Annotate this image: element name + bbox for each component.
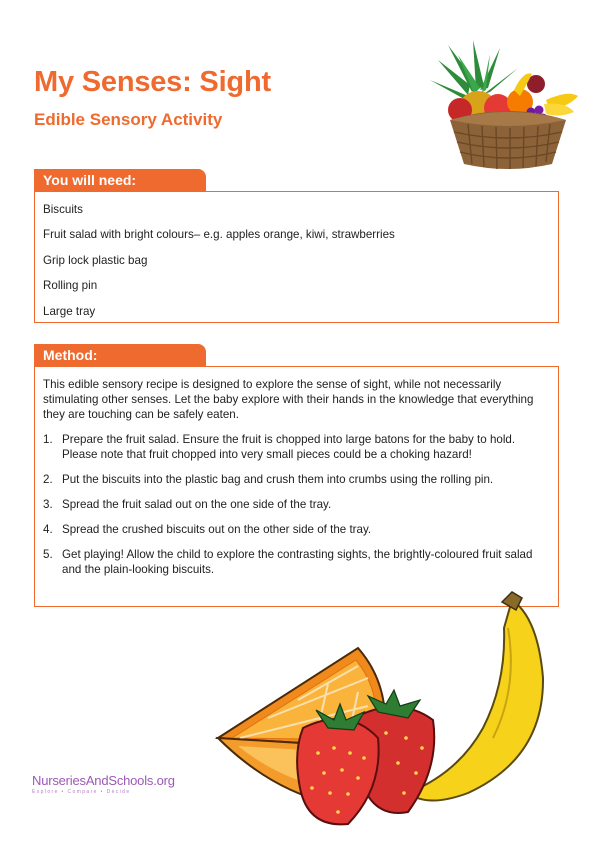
step-text: Put the biscuits into the plastic bag and crush them into crumbs using the rolling pin. — [62, 473, 494, 486]
step-text: Spread the fruit salad out on the one side of the tray. — [62, 498, 332, 511]
step-number: 1. — [43, 433, 53, 446]
you-will-need-heading: You will need: — [34, 169, 206, 192]
step-text: Get playing! Allow the child to explore the contrasting sights, the brightly-coloured fruit salad and the plain-looking biscuits. — [62, 548, 533, 576]
method-steps — [43, 432, 550, 577]
method-step — [43, 432, 550, 462]
step-number: 2. — [43, 473, 53, 486]
method-step — [43, 547, 550, 577]
you-will-need-list — [34, 191, 559, 323]
logo-tagline: Explore • Compare • Decide — [32, 789, 131, 795]
fruit-illustration-icon — [208, 588, 576, 834]
method-step — [43, 522, 550, 537]
step-text: Prepare the fruit salad. Ensure the fruit is chopped into large batons for the baby to hold. Please note that fruit chopped into very small pieces could be a choking hazard! — [62, 433, 516, 461]
list-item: Biscuits — [43, 203, 83, 216]
list-item: Fruit salad with bright colours– e.g. apples orange, kiwi, strawberries — [43, 228, 395, 242]
fruit-basket-icon — [428, 40, 586, 170]
method-step — [43, 472, 550, 487]
step-text: Spread the crushed biscuits out on the other side of the tray. — [62, 523, 372, 536]
list-item: Large tray — [43, 304, 96, 318]
page-title: My Senses: Sight — [34, 66, 271, 98]
list-item: Rolling pin — [43, 279, 98, 293]
step-number: 5. — [43, 548, 53, 561]
method-section — [34, 366, 559, 607]
step-number: 4. — [43, 523, 53, 536]
logo-brand-text: NurseriesAndSchools.org — [32, 773, 175, 788]
page-subtitle: Edible Sensory Activity — [34, 110, 223, 129]
method-step — [43, 497, 550, 512]
brand-logo — [32, 773, 182, 799]
method-heading: Method: — [34, 344, 206, 367]
method-intro: This edible sensory recipe is designed to explore the sense of sight, while not necessarily stimulating other senses. Let the baby explore with their hands in the knowledge that everything they are touching can be safely eaten. — [43, 378, 534, 421]
step-number: 3. — [43, 498, 53, 511]
list-item: Grip lock plastic bag — [43, 253, 148, 267]
